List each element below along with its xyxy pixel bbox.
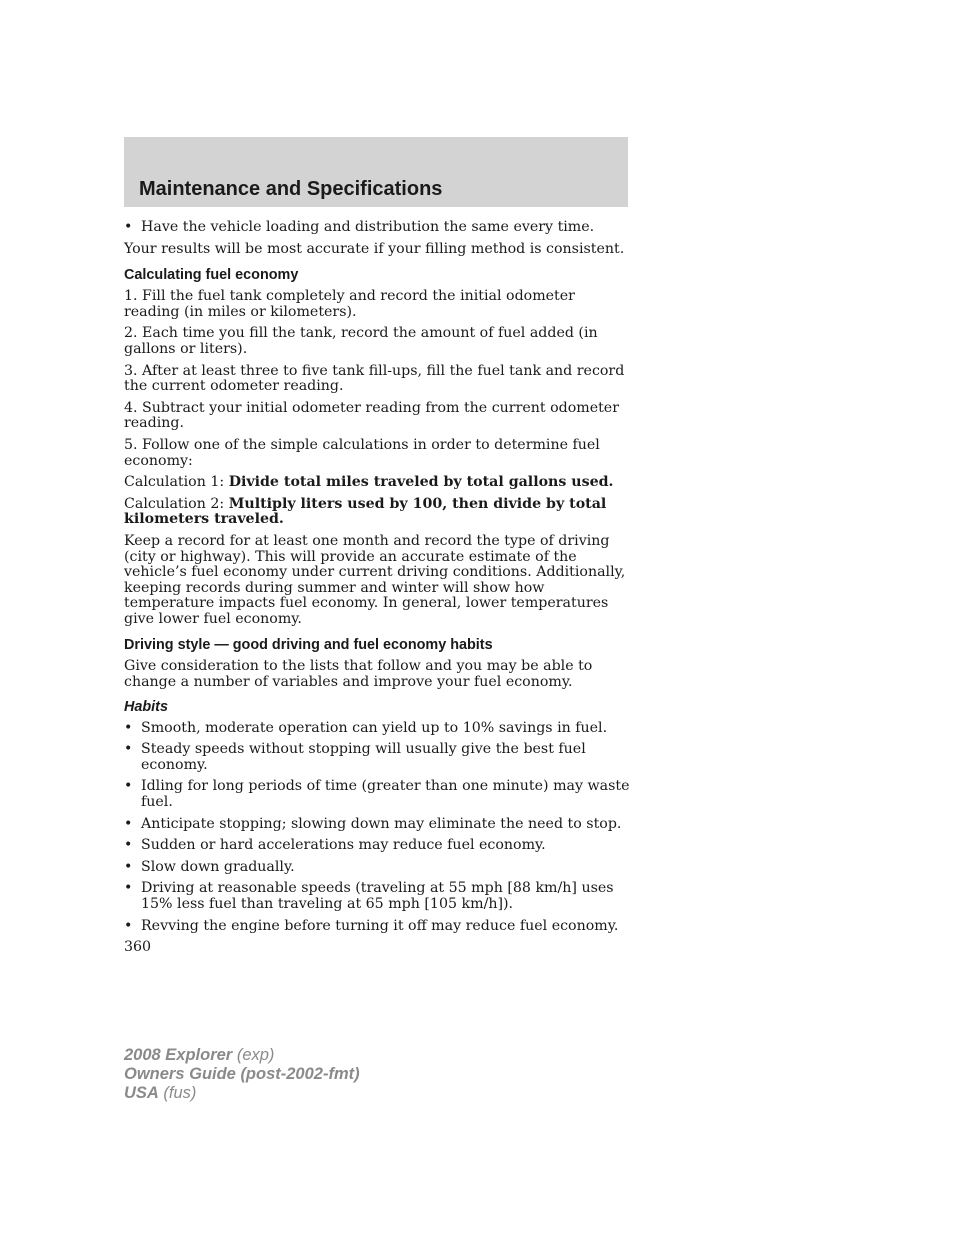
bullet-glyph: •	[124, 741, 133, 758]
calculation-1	[124, 475, 630, 491]
list-item	[124, 919, 630, 935]
habit-text: Sudden or hard accelerations may reduce fuel economy.	[141, 837, 546, 854]
intro-paragraph: Your results will be most accurate if your filling method is consistent.	[124, 240, 625, 257]
bullet-glyph: •	[124, 815, 133, 832]
record-paragraph: Keep a record for at least one month and record the type of driving (city or highway). This will provide an accurate estimate of the vehicle’s fuel economy under current driving conditions. Additionally, keeping records during summer and winter will show how temperature impacts fuel economy. In general, lower temperatures give lower fuel economy.	[124, 532, 626, 627]
bullet-glyph: •	[124, 719, 133, 736]
step-1: 1. Fill the fuel tank completely and record the initial odometer reading (in miles or kilometers).	[124, 288, 575, 320]
habit-text: Steady speeds without stopping will usually give the best fuel economy.	[141, 741, 586, 773]
footer-market: USA	[124, 1084, 159, 1102]
footer-model-code: (exp)	[232, 1046, 275, 1064]
calculation-1-label: Calculation 1:	[124, 474, 225, 491]
footer-market-code: (fus)	[158, 1084, 197, 1102]
list-item	[124, 817, 630, 833]
list-item	[124, 860, 630, 876]
page-number: 360	[124, 939, 152, 956]
bullet-glyph: •	[124, 880, 133, 897]
calculation-2-label: Calculation 2:	[124, 495, 225, 512]
calculating-fuel-economy-heading: Calculating fuel economy	[124, 267, 299, 284]
driving-style-paragraph: Give consideration to the lists that follow and you may be able to change a number of variables and improve your fuel economy.	[124, 658, 593, 691]
habit-text: Slow down gradually.	[141, 858, 295, 875]
habit-text: Smooth, moderate operation can yield up to 10% savings in fuel.	[141, 719, 608, 736]
bullet-glyph: •	[124, 858, 133, 875]
document-footer	[124, 1046, 360, 1103]
footer-line-1	[124, 1046, 360, 1065]
list-item	[124, 881, 630, 912]
intro-bullet	[124, 220, 630, 236]
step-4: 4. Subtract your initial odometer reading from the current odometer reading.	[124, 399, 619, 432]
driving-style-heading: Driving style — good driving and fuel economy habits	[124, 637, 493, 654]
habit-text: Revving the engine before turning it off may reduce fuel economy.	[141, 917, 619, 934]
footer-line-3	[124, 1084, 360, 1103]
section-header-title: Maintenance and Specifications	[139, 178, 443, 200]
list-item	[124, 742, 630, 773]
list-item	[124, 721, 630, 737]
habits-subheading: Habits	[124, 698, 168, 715]
habit-text: Idling for long periods of time (greater than one minute) may waste fuel.	[141, 778, 630, 811]
calculation-2-text: Multiply liters used by 100, then divide by total kilometers traveled.	[124, 495, 607, 528]
calculation-2	[124, 497, 630, 528]
bullet-glyph: •	[124, 917, 133, 934]
footer-line-2	[124, 1065, 360, 1084]
habit-text: Driving at reasonable speeds (traveling at 55 mph [88 km/h] uses 15% less fuel than traveling at 65 mph [105 km/h]).	[141, 880, 614, 912]
step-5: 5. Follow one of the simple calculations in order to determine fuel economy:	[124, 436, 600, 469]
footer-guide: Owners Guide (post-2002-fmt)	[124, 1065, 360, 1083]
section-header-band	[124, 137, 628, 207]
calculation-1-text: Divide total miles traveled by total gallons used.	[228, 474, 614, 491]
bullet-glyph: •	[124, 837, 133, 854]
footer-model: 2008 Explorer	[124, 1046, 233, 1064]
intro-bullet-text: Have the vehicle loading and distribution the same every time.	[141, 219, 595, 235]
bullet-glyph: •	[124, 219, 133, 235]
bullet-glyph: •	[124, 778, 133, 795]
habit-text: Anticipate stopping; slowing down may eliminate the need to stop.	[141, 815, 622, 832]
step-2: 2. Each time you fill the tank, record the amount of fuel added (in gallons or liters).	[124, 325, 598, 357]
step-3: 3. After at least three to five tank fill-ups, fill the fuel tank and record the current odometer reading.	[124, 362, 625, 395]
page-content	[124, 220, 630, 962]
list-item	[124, 838, 630, 854]
list-item	[124, 779, 630, 810]
